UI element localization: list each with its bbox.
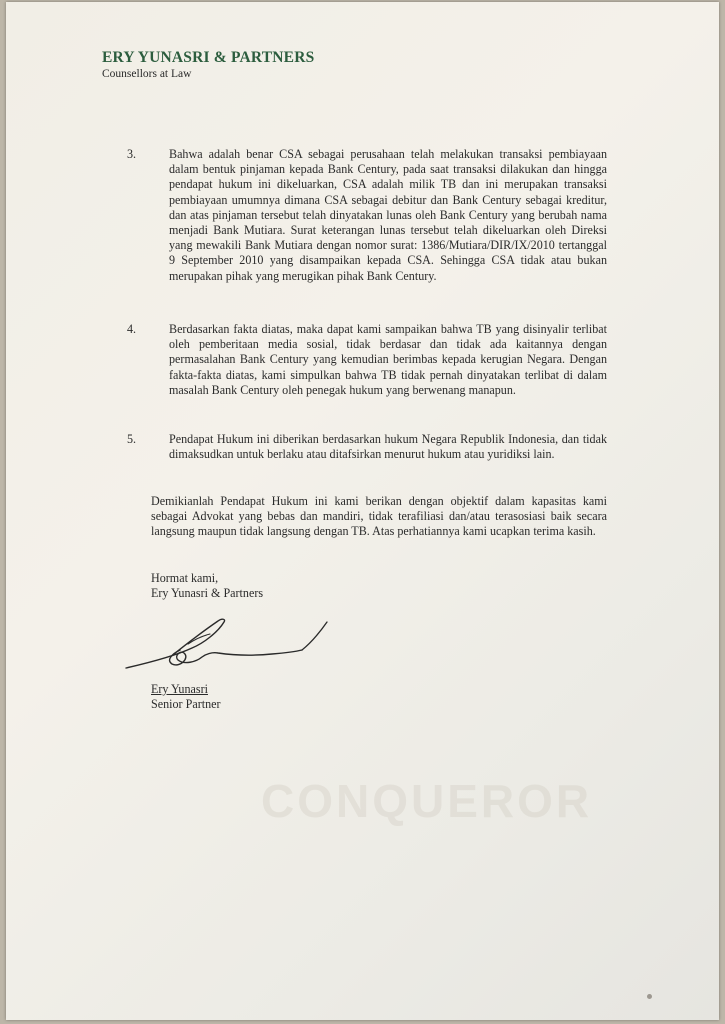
list-item-number: 4.	[127, 322, 137, 336]
greeting	[151, 571, 263, 601]
firm-signoff: Ery Yunasri & Partners	[151, 586, 264, 601]
letterhead	[102, 49, 314, 80]
list-item-text: Bahwa adalah benar CSA sebagai perusahaan telah melakukan transaksi pembiayaan dalam bentuk pinjaman kepada Bank Century, pada saat transaksi dilakukan dan hingga pendapat hukum ini dikeluarkan, CSA adalah milik TB dan ini merupakan transaksi pembiayaan umumnya dimana CSA sebagai debitur dan Bank Century sebagai kreditur, dan atas pinjaman tersebut telah dinyatakan lunas oleh Bank Century yang berubah nama menjadi Bank Mutiara. Surat keterangan lunas tersebut telah dikeluarkan oleh Direksi yang mewakili Bank Mutiara dengan nomor surat: 1386/Mutiara/DIR/IX/2010 tertanggal 9 September 2010 yang disampaikan kepada CSA. Sehingga CSA tidak atau bukan merupakan pihak yang merugikan pihak Bank Century.	[169, 147, 607, 283]
list-item-number: 5.	[127, 432, 137, 446]
greeting-line: Hormat kami,	[151, 571, 219, 585]
list-item-number: 3.	[127, 147, 137, 161]
signer-block	[151, 682, 221, 712]
paper-watermark: CONQUEROR	[261, 775, 593, 827]
signer-name: Ery Yunasri	[151, 682, 208, 696]
signer-title: Senior Partner	[151, 697, 221, 712]
paper-speck	[647, 994, 652, 999]
closing-paragraph: Demikianlah Pendapat Hukum ini kami berikan dengan objektif dalam kapasitas kami sebagai Advokat yang bebas dan mandiri, tidak terafiliasi dan/atau terasosiasi baik secara langsung maupun tidak langsung dengan TB. Atas perhatiannya kami ucapkan terima kasih.	[151, 494, 607, 539]
firm-name: ERY YUNASRI & PARTNERS	[102, 49, 315, 66]
list-item-text: Pendapat Hukum ini diberikan berdasarkan hukum Negara Republik Indonesia, dan tidak dimaksudkan untuk berlaku atau ditafsirkan menurut hukum atau yuridiksi lain.	[169, 432, 607, 462]
letter-page	[6, 2, 719, 1020]
signature-image	[122, 610, 342, 676]
firm-subtitle: Counsellors at Law	[102, 68, 192, 80]
list-item-text: Berdasarkan fakta diatas, maka dapat kami sampaikan bahwa TB yang disinyalir terlibat oleh pemberitaan media sosial, tidak berdasar dan tidak ada kaitannya dengan permasalahan Bank Century yang kemudian berimbas kepada kerugian Negara. Dengan fakta-fakta diatas, kami simpulkan bahwa TB tidak pernah dinyatakan terlibat di dalam masalah Bank Century oleh penegak hukum yang berwenang manapun.	[169, 322, 607, 397]
